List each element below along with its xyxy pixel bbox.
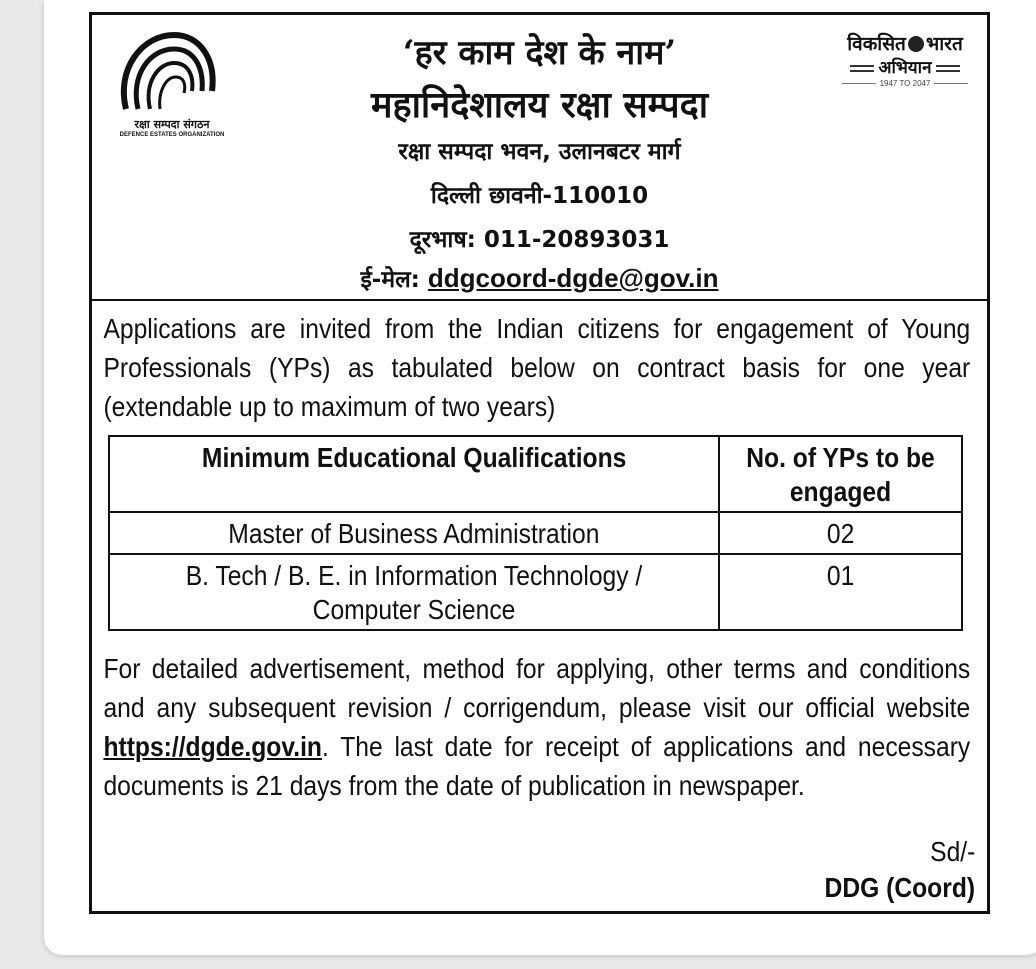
notice-header (92, 15, 987, 301)
slogan: ‘हर काम देश के नाम’ (402, 33, 677, 73)
address-line-2: दिल्ली छावनी-110010 (430, 183, 649, 209)
yp-table (108, 435, 963, 631)
viksit-bharat-logo (835, 31, 975, 111)
table-header-row (109, 436, 962, 512)
website-link[interactable]: https://dgde.gov.in (103, 731, 322, 762)
table-row (109, 512, 962, 554)
header-count: No. of YPs to be engaged (719, 436, 962, 512)
table-row (109, 554, 962, 630)
signature-sd: Sd/- (929, 836, 975, 867)
double-dash-icon (936, 65, 960, 72)
cell-qualification: Master of Business Administration (109, 512, 719, 554)
double-dash-icon (850, 65, 874, 72)
signature-designation: DDG (Coord) (824, 872, 975, 903)
email-link[interactable]: ddgcoord-dgde@gov.in (427, 263, 719, 293)
globe-icon (908, 36, 924, 52)
cell-count: 01 (719, 554, 962, 630)
email-line (92, 263, 987, 295)
org-name-english: DEFENCE ESTATES ORGANIZATION (119, 132, 225, 138)
department-title: महानिदेशालय रक्षा सम्पदा (370, 84, 709, 126)
vb-word-bharat: भारत (925, 33, 963, 55)
vb-word-abhiyan: अभियान (878, 58, 932, 78)
vb-word-viksit: विकसित (847, 33, 906, 55)
intro-paragraph: Applications are invited from the Indian citizens for engagement of Young Professionals (YPs) as tabulated below on contract basis for one year (extendable up to maximum of two years) (103, 313, 971, 422)
address-line-1: रक्षा सम्पदा भवन, उलानबटर मार्ग (398, 139, 681, 165)
details-paragraph: For detailed advertisement, method for applying, other terms and conditions and any subsequent revision / corrigendum, please visit our official website https://dgde.gov.in. The last date for receipt of applications and necessary documents is 21 days from the date of publication in newspaper. (103, 653, 971, 801)
vb-years: 1947 TO 2047 (879, 79, 931, 88)
email-label: ई-मेल: (360, 267, 420, 293)
header-qualification: Minimum Educational Qualifications (109, 436, 719, 512)
cell-qualification: B. Tech / B. E. in Information Technology / Computer Science (109, 554, 719, 630)
cell-count: 02 (719, 512, 962, 554)
advertisement-notice (89, 12, 990, 914)
org-name-hindi: रक्षा सम्पदा संगठन (134, 118, 210, 131)
phone-line: दूरभाष: 011-20893031 (409, 227, 670, 253)
